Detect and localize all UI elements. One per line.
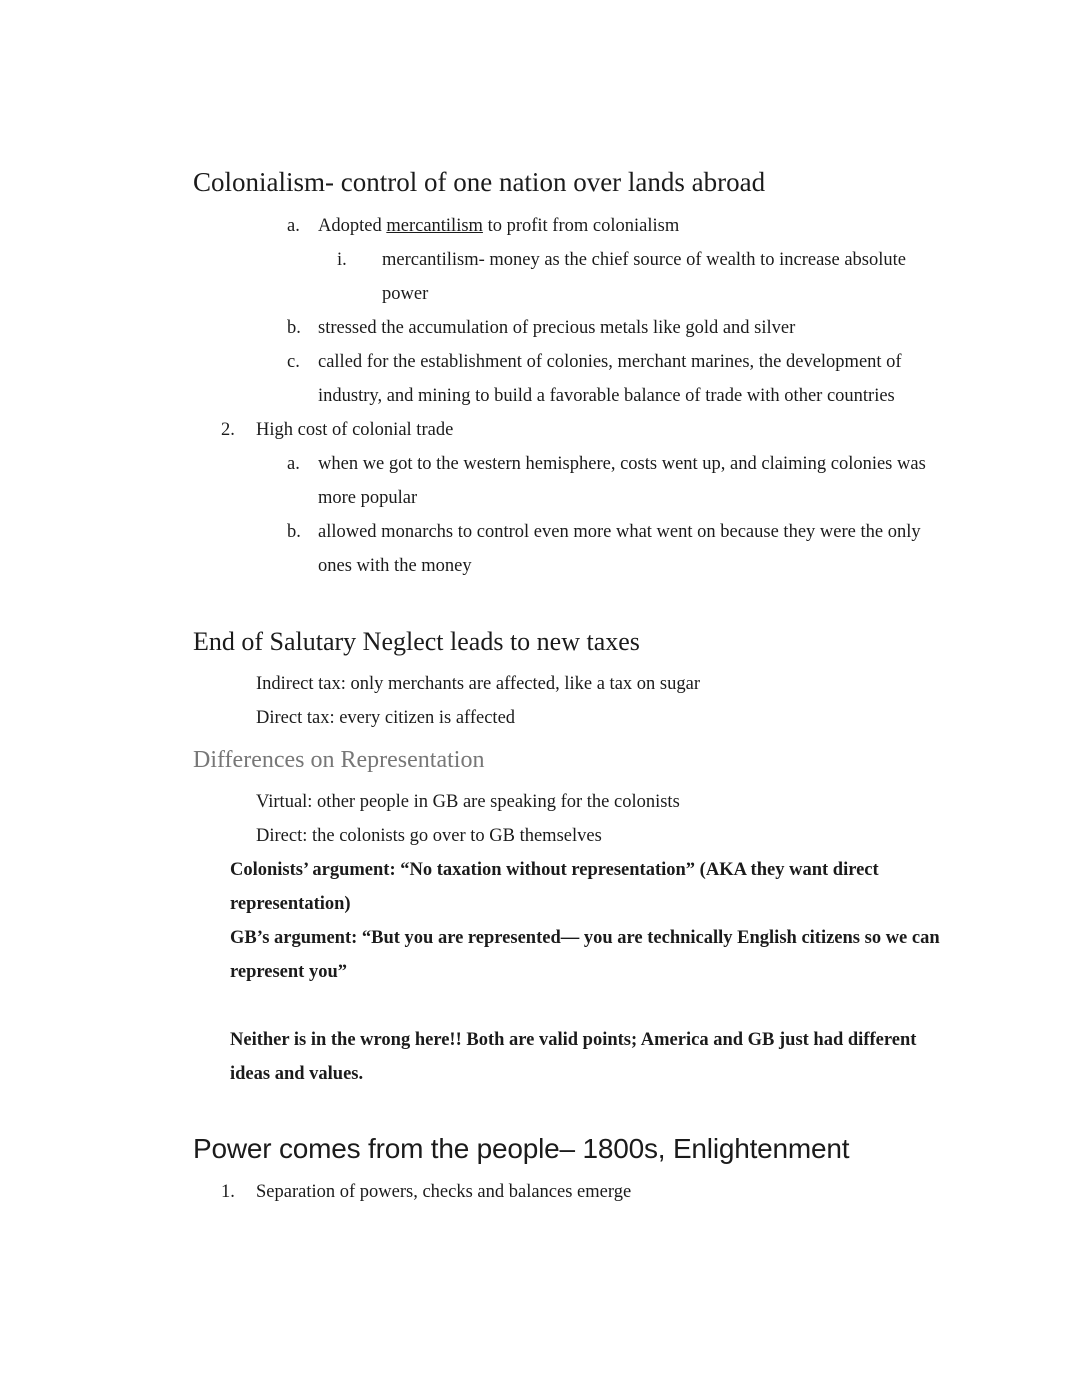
list-marker: a. [287, 216, 300, 236]
list-item-called-for-colonies [193, 345, 947, 413]
list-item-western-hemisphere [193, 447, 947, 515]
list-marker: 1. [221, 1182, 235, 1202]
list-item-mercantilism-definition [193, 243, 947, 311]
line-direct-representation: Direct: the colonists go over to GB themselves [256, 826, 602, 846]
line-direct-tax: Direct tax: every citizen is affected [256, 708, 516, 728]
list-item-monarchs-control [193, 515, 947, 583]
list-item-text: mercantilism- money as the chief source of wealth to increase absolute power [382, 250, 906, 304]
paragraph-colonists-argument: Colonists’ argument: “No taxation without representation” (AKA they want direct representation) [230, 860, 879, 914]
list-item-stressed-accumulation [193, 311, 947, 345]
list-marker: 2. [221, 420, 235, 440]
list-item-high-cost [193, 413, 947, 447]
heading-differences-representation: Differences on Representation [193, 747, 485, 773]
list-marker: i. [337, 250, 347, 270]
list-item-separation-of-powers [193, 1175, 947, 1209]
paragraph-gb-argument: GB’s argument: “But you are represented— you are technically English citizens so we can represent you” [230, 928, 940, 982]
list-item-text: allowed monarchs to control even more what went on because they were the only ones with the money [318, 522, 921, 576]
list-marker: b. [287, 318, 301, 338]
list-item-text: called for the establishment of colonies, merchant marines, the development of industry, and mining to build a favorable balance of trade with other countries [318, 352, 902, 406]
list-item-adopted-mercantilism [193, 209, 947, 243]
heading-colonialism: Colonialism- control of one nation over lands abroad [193, 167, 766, 197]
underlined-term: mercantilism [386, 216, 483, 236]
line-indirect-tax: Indirect tax: only merchants are affected, like a tax on sugar [256, 674, 700, 694]
list-item-text: Separation of powers, checks and balances emerge [256, 1182, 632, 1202]
list-item-text: Adopted mercantilism to profit from colonialism [318, 216, 680, 236]
line-virtual-representation: Virtual: other people in GB are speaking for the colonists [256, 792, 680, 812]
list-item-text: when we got to the western hemisphere, costs went up, and claiming colonies was more popular [318, 454, 926, 508]
paragraph-neither-wrong: Neither is in the wrong here!! Both are valid points; America and GB just had different ideas and values. [230, 1030, 917, 1084]
heading-power-from-people: Power comes from the people– 1800s, Enlightenment [193, 1133, 850, 1164]
list-marker: b. [287, 522, 301, 542]
list-item-text: High cost of colonial trade [256, 420, 454, 440]
list-marker: c. [287, 352, 300, 372]
list-marker: a. [287, 454, 300, 474]
heading-salutary-neglect: End of Salutary Neglect leads to new taxes [193, 627, 640, 656]
list-item-text: stressed the accumulation of precious metals like gold and silver [318, 318, 796, 338]
